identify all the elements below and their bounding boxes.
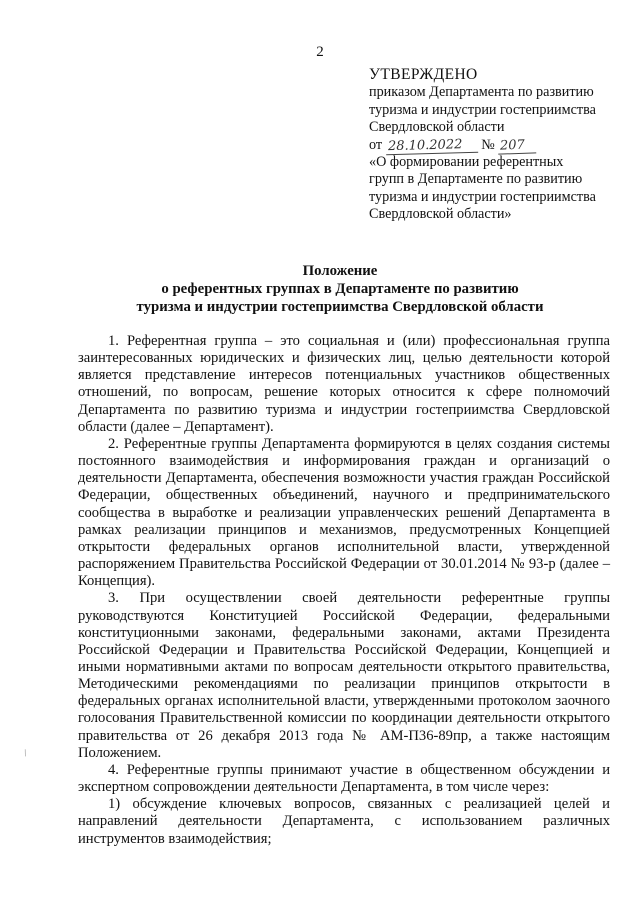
date-prefix: от [369,136,383,153]
title-line: о референтных группах в Департаменте по развитию [161,281,519,297]
page-number: 2 [316,44,324,60]
handwritten-number: 207 [498,138,537,154]
title-line: Положение [302,263,378,279]
paragraph-4: 4. Референтные группы принимают участие в общественном обсуждении и экспертном сопровождении деятельности Департамента, в том числе через: [78,761,610,796]
approval-quote-line: туризма и индустрии гостеприимства [369,188,596,205]
paragraph-2: 2. Референтные группы Департамента формируются в целях создания системы постоянного взаимодействия и информирования граждан и организаций о деятельности Департамента, обеспечения возможности участия граждан Российской Федерации, общественных объединений, научного и предпринимательского сообщества в выработке и реализации управленческих решений Департамента в рамках реализации принципов и механизмов, предусмотренных Концепцией открытости федеральных органов исполнительной власти, утвержденной распоряжением Правительства Российской Федерации от 30.01.2014 № 93-р (далее – Концепция). [78,435,610,590]
scan-mark: / [22,747,29,760]
approval-line: Свердловской области [369,119,505,136]
approval-line: приказом Департамента по развитию [369,84,594,101]
approval-heading: УТВЕРЖДЕНО [369,66,478,83]
document-body [78,333,610,848]
approval-quote-line: групп в Департаменте по развитию [369,171,583,188]
approval-quote-line: «О формировании референтных [369,154,564,171]
paragraph-3: 3. При осуществлении своей деятельности референтные группы руководствуются Конституцией Российской Федерации, федеральными конституционными законами, федеральными законами, актами Президента Российской Федерации и Правительства Российской Федерации, Концепцией и иными нормативными актами по вопросам деятельности открытого правительства, Методическими рекомендациями по реализации принципов открытости в федеральных органах исполнительной власти, утвержденными протоколом заочного голосования Правительственной комиссии по координации деятельности открытого правительства от 26 декабря 2013 года № АМ-П36-89пр, а также настоящим Положением. [78,590,610,761]
document-title [40,262,640,316]
approval-quote-line: Свердловской области» [369,206,512,223]
handwritten-date: 28.10.2022 [385,137,477,154]
number-prefix: № [481,136,495,153]
paragraph-1: 1. Референтная группа – это социальная и (или) профессиональная группа заинтересованных юридических и физических лиц, целью деятельности которой является представление интересов потенциальных участников общественных отношений, по вопросам, решение которых относится к сфере полномочий Департамента по развитию туризма и индустрии гостеприимства Свердловской области (далее – Департамент). [78,333,610,435]
approval-block [369,66,629,224]
title-line: туризма и индустрии гостеприимства Свердловской области [136,299,544,315]
paragraph-4-item-1: 1) обсуждение ключевых вопросов, связанных с реализацией целей и направлений деятельности Департамента, с использованием различных инструментов взаимодействия; [78,796,610,847]
approval-line: туризма и индустрии гостеприимства [369,101,596,118]
approval-date-line [369,137,629,154]
